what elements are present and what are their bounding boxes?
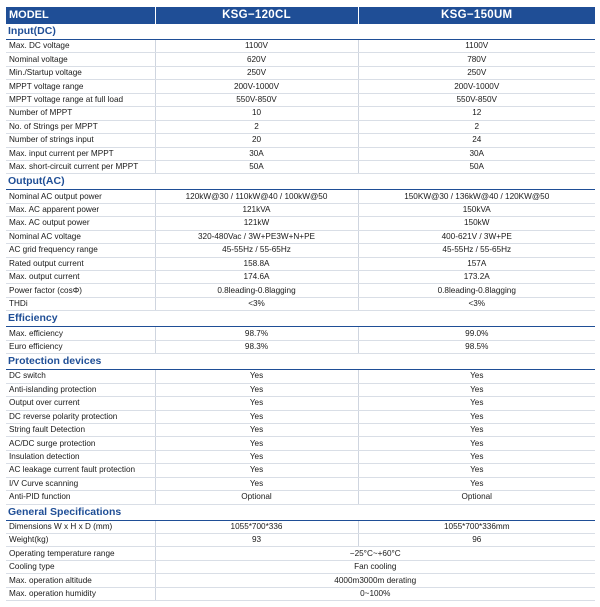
spec-label: MPPT voltage range at full load [6,93,155,106]
spec-row [6,437,595,450]
spec-row [6,383,595,396]
spec-row [6,547,595,560]
spec-value-ksg-120cl: Yes [155,370,358,383]
spec-label: Number of strings input [6,134,155,147]
spec-row [6,410,595,423]
spec-label: Operating temperature range [6,547,155,560]
spec-row [6,244,595,257]
spec-value-ksg-120cl: Yes [155,383,358,396]
spec-value-ksg-150um: Yes [358,477,595,490]
spec-value-ksg-150um: 150kVA [358,203,595,216]
spec-label: Max. input current per MPPT [6,147,155,160]
spec-value-ksg-150um: Yes [358,370,595,383]
spec-value-ksg-120cl: 550V-850V [155,93,358,106]
spec-label: Cooling type [6,560,155,573]
header-model-150um: KSG−150UM [358,7,595,24]
spec-row [6,297,595,310]
spec-value-ksg-150um: <3% [358,297,595,310]
spec-value-ksg-120cl: 1055*700*336 [155,520,358,533]
spec-value-ksg-120cl: 620V [155,53,358,66]
spec-label: Max. AC output power [6,217,155,230]
section-header-general [6,504,595,520]
spec-value-ksg-150um: Yes [358,450,595,463]
section-title: Output(AC) [6,174,595,190]
spec-value-ksg-150um: 50A [358,160,595,173]
spec-label: Max. AC apparent power [6,203,155,216]
spec-value-ksg-120cl: 250V [155,66,358,79]
spec-value-ksg-120cl: 0.8leading-0.8lagging [155,284,358,297]
spec-label: Max. operation altitude [6,574,155,587]
spec-label: Weight(kg) [6,534,155,547]
spec-value-ksg-120cl: Yes [155,410,358,423]
spec-label: Insulation detection [6,450,155,463]
spec-value-ksg-120cl: 20 [155,134,358,147]
spec-label: Dimensions W x H x D (mm) [6,520,155,533]
spec-value-ksg-150um: 157A [358,257,595,270]
section-header-output [6,174,595,190]
spec-value-ksg-150um: 1100V [358,40,595,53]
spec-row [6,190,595,203]
spec-value-ksg-120cl: Yes [155,423,358,436]
spec-label: Power factor (cosΦ) [6,284,155,297]
spec-row [6,80,595,93]
spec-value-ksg-120cl: Yes [155,450,358,463]
spec-label: Max. efficiency [6,327,155,340]
spec-value-shared: −25°C~+60°C [155,547,595,560]
spec-row [6,257,595,270]
spec-value-ksg-150um: 45-55Hz / 55-65Hz [358,244,595,257]
spec-row [6,147,595,160]
spec-label: THDi [6,297,155,310]
spec-value-ksg-120cl: Yes [155,464,358,477]
header-row [6,7,595,24]
spec-row [6,450,595,463]
spec-row [6,271,595,284]
spec-label: Max. short-circuit current per MPPT [6,160,155,173]
spec-label: Number of MPPT [6,107,155,120]
spec-value-ksg-150um: 200V-1000V [358,80,595,93]
spec-value-ksg-150um: 98.5% [358,340,595,353]
spec-value-ksg-120cl: 121kVA [155,203,358,216]
header-model-120cl: KSG−120CL [155,7,358,24]
spec-value-ksg-120cl: 2 [155,120,358,133]
spec-label: Min./Startup voltage [6,66,155,79]
spec-row [6,134,595,147]
spec-label: DC reverse polarity protection [6,410,155,423]
section-title: Protection devices [6,354,595,370]
section-header-input [6,24,595,40]
spec-row [6,370,595,383]
spec-value-ksg-150um: 96 [358,534,595,547]
spec-value-ksg-150um: 30A [358,147,595,160]
spec-label: DC switch [6,370,155,383]
section-title: General Specifications [6,504,595,520]
spec-value-ksg-150um: 250V [358,66,595,79]
spec-value-ksg-150um: Yes [358,437,595,450]
spec-row [6,53,595,66]
spec-sheet [6,7,595,601]
spec-value-ksg-120cl: 10 [155,107,358,120]
header-model-label: MODEL [6,7,155,24]
spec-row [6,66,595,79]
spec-value-shared: Fan cooling [155,560,595,573]
spec-value-ksg-150um: Yes [358,397,595,410]
spec-value-ksg-150um: 150kW [358,217,595,230]
spec-row [6,217,595,230]
spec-value-ksg-120cl: 98.3% [155,340,358,353]
section-title: Efficiency [6,311,595,327]
spec-value-ksg-150um: Yes [358,464,595,477]
spec-value-ksg-150um: 400-621V / 3W+PE [358,230,595,243]
section-header-protection [6,354,595,370]
spec-label: AC grid frequency range [6,244,155,257]
spec-row [6,491,595,504]
section-title: Input(DC) [6,24,595,40]
spec-label: Nominal AC voltage [6,230,155,243]
spec-value-ksg-150um: 1055*700*336mm [358,520,595,533]
spec-value-ksg-150um: 550V-850V [358,93,595,106]
spec-value-ksg-120cl: Yes [155,477,358,490]
spec-label: MPPT voltage range [6,80,155,93]
spec-value-ksg-150um: 150KW@30 / 136kW@40 / 120KW@50 [358,190,595,203]
spec-value-ksg-150um: 99.0% [358,327,595,340]
spec-row [6,520,595,533]
spec-row [6,464,595,477]
spec-value-ksg-120cl: 45-55Hz / 55-65Hz [155,244,358,257]
spec-value-ksg-150um: Yes [358,410,595,423]
spec-row [6,93,595,106]
spec-value-ksg-150um: Yes [358,383,595,396]
spec-value-ksg-150um: 12 [358,107,595,120]
spec-value-ksg-120cl: <3% [155,297,358,310]
spec-value-ksg-120cl: Yes [155,397,358,410]
spec-row [6,230,595,243]
spec-row [6,574,595,587]
spec-value-ksg-120cl: 158.8A [155,257,358,270]
spec-value-ksg-150um: 780V [358,53,595,66]
spec-label: Rated output current [6,257,155,270]
spec-value-ksg-150um: 24 [358,134,595,147]
spec-label: I/V Curve scanning [6,477,155,490]
spec-value-ksg-150um: Yes [358,423,595,436]
spec-value-ksg-120cl: Optional [155,491,358,504]
spec-label: Max. DC voltage [6,40,155,53]
spec-value-ksg-120cl: 1100V [155,40,358,53]
spec-row [6,477,595,490]
spec-value-ksg-150um: 173.2A [358,271,595,284]
spec-row [6,340,595,353]
spec-label: Max. operation humidity [6,587,155,600]
spec-value-shared: 0~100% [155,587,595,600]
section-header-efficiency [6,311,595,327]
spec-value-ksg-120cl: 30A [155,147,358,160]
spec-label: Anti-islanding protection [6,383,155,396]
spec-row [6,587,595,600]
spec-value-ksg-120cl: 121kW [155,217,358,230]
spec-label: AC/DC surge protection [6,437,155,450]
spec-value-ksg-150um: 2 [358,120,595,133]
spec-value-ksg-120cl: 320-480Vac / 3W+PE3W+N+PE [155,230,358,243]
spec-value-ksg-150um: Optional [358,491,595,504]
spec-value-ksg-120cl: 200V-1000V [155,80,358,93]
spec-value-shared: 4000m3000m derating [155,574,595,587]
spec-label: No. of Strings per MPPT [6,120,155,133]
spec-label: Nominal voltage [6,53,155,66]
spec-value-ksg-120cl: 98.7% [155,327,358,340]
spec-row [6,107,595,120]
spec-row [6,560,595,573]
spec-value-ksg-120cl: 174.6A [155,271,358,284]
spec-value-ksg-120cl: Yes [155,437,358,450]
spec-row [6,397,595,410]
spec-row [6,40,595,53]
spec-row [6,120,595,133]
spec-row [6,284,595,297]
spec-label: AC leakage current fault protection [6,464,155,477]
spec-row [6,534,595,547]
spec-label: Nominal AC output power [6,190,155,203]
spec-label: Anti-PID function [6,491,155,504]
spec-label: String fault Detection [6,423,155,436]
spec-table [6,7,595,601]
spec-value-ksg-120cl: 120kW@30 / 110kW@40 / 100kW@50 [155,190,358,203]
spec-value-ksg-120cl: 93 [155,534,358,547]
spec-row [6,160,595,173]
spec-value-ksg-150um: 0.8leading-0.8lagging [358,284,595,297]
spec-row [6,203,595,216]
spec-label: Output over current [6,397,155,410]
spec-row [6,327,595,340]
spec-label: Euro efficiency [6,340,155,353]
spec-value-ksg-120cl: 50A [155,160,358,173]
spec-label: Max. output current [6,271,155,284]
spec-row [6,423,595,436]
